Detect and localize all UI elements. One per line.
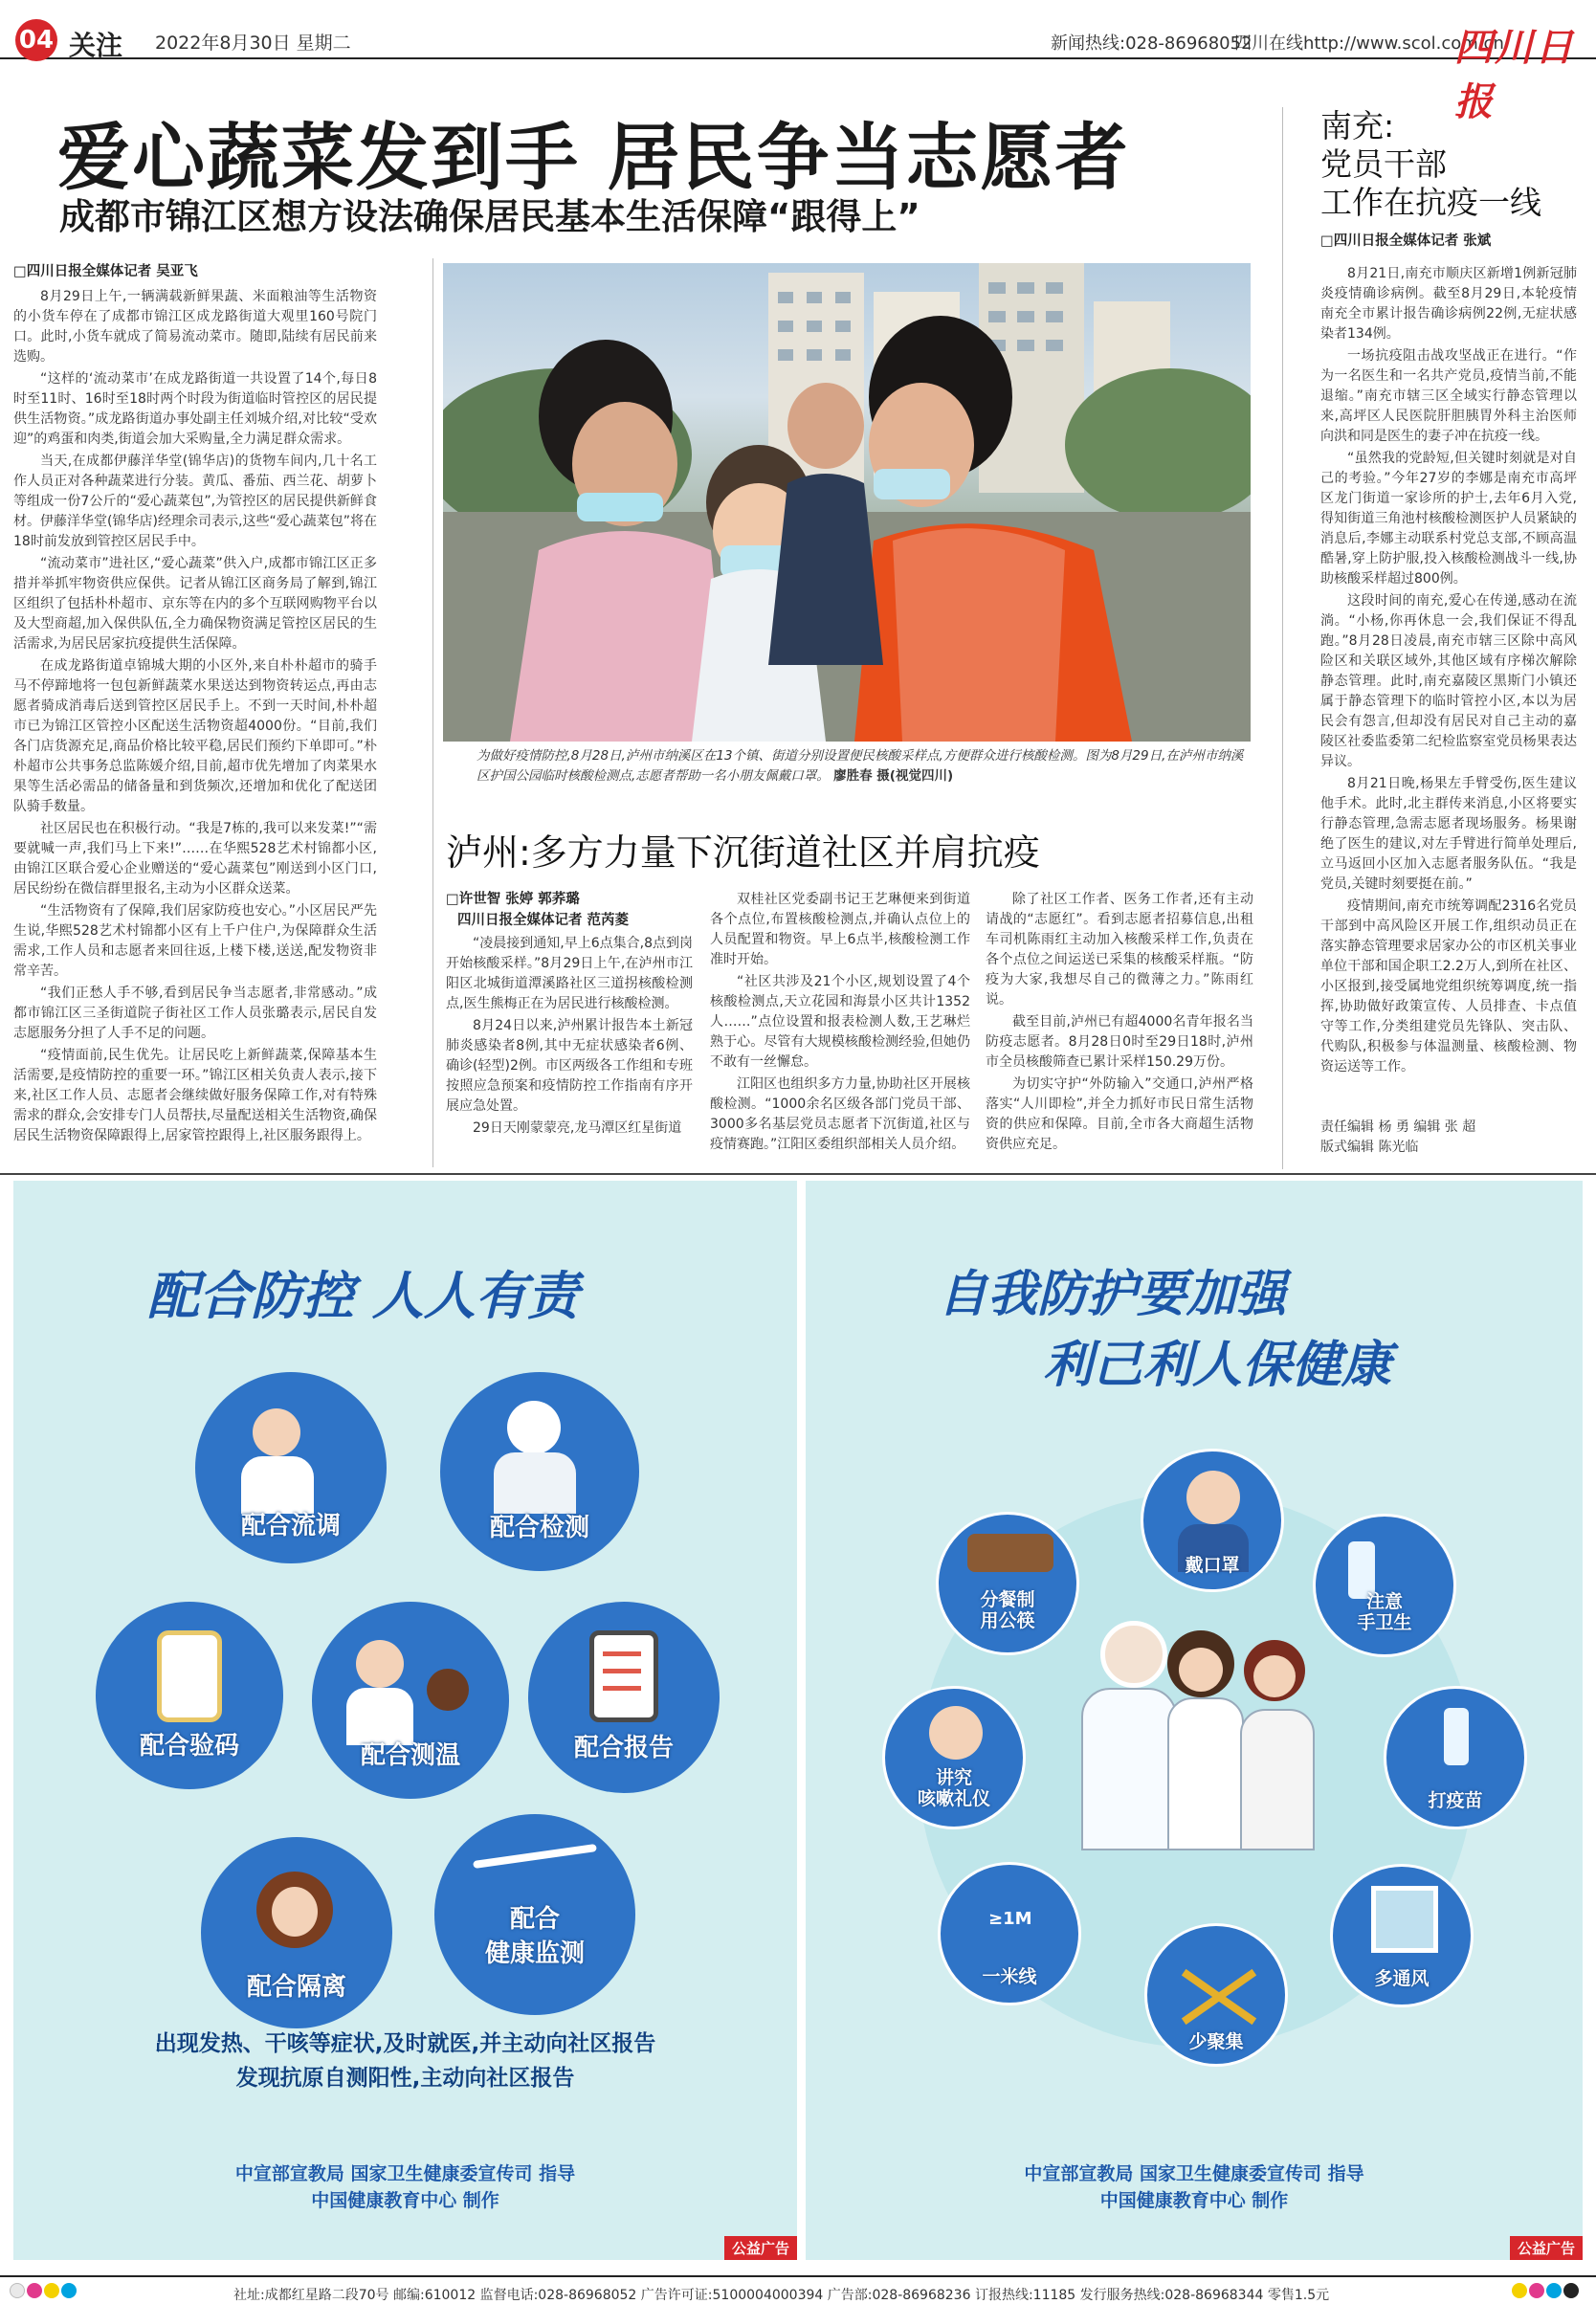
color-registration-marks — [1512, 2283, 1579, 2298]
article-paragraph: 29日天刚蒙蒙亮,龙马潭区红星街道 — [473, 1120, 682, 1136]
luzhou-column-2 — [710, 890, 970, 1160]
poster-self-protection — [806, 1181, 1583, 2260]
article-paragraph: 除了社区工作者、医务工作者,还有主动请战的“志愿红”。看到志愿者招募信息,出租车司机陈雨红主动加入核酸采样工作,负责在各个点位之间运送已采集的核酸采样瓶。“防疫为大家,我想尽自己的微薄之力。”陈雨红说。 — [986, 892, 1253, 1008]
article-paragraph: 双桂社区党委副书记王艺琳便来到街道各个点位,布置核酸检测点,并确认点位上的人员配置和物资。早上6点半,核酸检测工作准时开始。 — [710, 892, 970, 967]
illustration-testing — [440, 1372, 639, 1571]
hand-hygiene-illustration — [1313, 1514, 1456, 1657]
photo-caption-text: 为做好疫情防控,8月28日,泸州市纳溪区在13个镇、街道分别设置便民核酸采样点,方便群众进行核酸检测。图为8月29日,在泸州市纳溪区护国公园临时核酸检测点,志愿者帮助一名小朋友佩戴口罩。 — [477, 748, 1244, 784]
article-paragraph: 当天,在成都伊藤洋华堂(锦华店)的货物车间内,几十名工作人员正对各种蔬菜进行分装。黄瓜、番茄、西兰花、胡萝卜等组成一份7公斤的“爱心蔬菜包”,为管控区的居民提供新鲜食材。伊藤洋华堂(锦华店)经理余司表示,这些“爱心蔬菜包”将在18时前发放到管控区居民手中。 — [13, 454, 377, 549]
section-name: 关注 — [69, 30, 123, 61]
editor-line: 责任编辑 杨 勇 编辑 张 超 — [1320, 1119, 1476, 1135]
luzhou-byline-authors: □许世智 张婷 郭荞璐 — [446, 892, 580, 907]
item-label: 戴口罩 — [1185, 1555, 1240, 1576]
credit-line: 中宣部宣教局 国家卫生健康委宣传司 指导 — [1024, 2163, 1364, 2184]
item-label: 分餐制 用公筷 — [980, 1589, 1035, 1631]
article-paragraph: 一场抗疫阻击战攻坚战正在进行。“作为一名医生和一名共产党员,疫情当前,不能退缩。”南充市辖三区全域实行静态管理以来,高坪区人民医院肝胆胰胃外科主治医师向洪和同是医生的妻子冲在抗疫一线。 — [1320, 348, 1577, 444]
illustration-health-monitoring — [434, 1814, 635, 2015]
article-paragraph: 在成龙路街道卓锦城大期的小区外,来自朴朴超市的骑手马不停蹄地将一包包新鲜蔬菜水果送达到物资转运点,再由志愿者骑成消毒后送到管控区居民手上。不到一天时间,朴朴超市已为锦江区管控小区配送生活物资超4000份。“目前,我们各门店货源充足,商品价格比较平稳,居民们预约下单即可。”朴朴超市公共事务总监陈媛介绍,目前,超市优先增加了肉菜果水果等生活必需品的储备量和到货频次,还增加和优化了配送团队骑手数量。 — [13, 658, 377, 814]
poster-cooperate-prevention — [13, 1181, 797, 2260]
poster-left-advice — [13, 2027, 797, 2095]
vaccine-illustration — [1384, 1686, 1527, 1829]
article-paragraph: 8月29日上午,一辆满载新鲜果蔬、米面粮油等生活物资的小货车停在了成都市锦江区成龙路街道大观里160号院门口。此时,小货车就成了简易流动菜市。随即,陆续有居民前来选购。 — [13, 289, 377, 365]
item-label: 配合测温 — [360, 1741, 460, 1770]
article-paragraph: “社区共涉及21个小区,规划设置了4个核酸检测点,天立花园和海景小区共计1352人……”点位设置和报表检测人数,王艺琳烂熟于心。尽管有大规模核酸检测经验,但她仍不敢有一丝懈怠。 — [710, 974, 970, 1070]
credit-line: 中国健康教育中心 制作 — [311, 2190, 499, 2211]
article-paragraph: “流动菜市”进社区,“爱心蔬菜”供入户,成都市锦江区正多措并举抓牢物资供应保供。记者从锦江区商务局了解到,锦江区组织了包括朴朴超市、京东等在内的多个互联网购物平台以及大型商超,加入保供队伍,全力确保物资满足管控区居民的生活需求,为居民居家抗疫提供生活保障。 — [13, 556, 377, 652]
column-divider — [1282, 107, 1283, 1169]
article-paragraph: 为切实守护“外防输入”交通口,泸州严格落实“人川即检”,并全力抓好市民日常生活物资的供应和保障。目前,全市各大商超生活物资供应充足。 — [986, 1076, 1253, 1152]
newspaper-masthead: 四川日报 — [1454, 25, 1575, 124]
photo-caption — [477, 746, 1250, 786]
nanchong-headline-line: 工作在抗疫一线 — [1320, 184, 1541, 221]
article-paragraph: “这样的‘流动菜市’在成龙路街道一共设置了14个,每日8时至11时、16时至18时两个时段为街道临时管控区的居民提供生活物资。”成龙路街道办事处副主任刘城介绍,对比较“受欢迎”的鸡蛋和肉类,街道会加大采购量,全力满足群众需求。 — [13, 371, 377, 447]
section-divider — [0, 1173, 1596, 1175]
nanchong-byline: □四川日报全媒体记者 张斌 — [1320, 233, 1492, 249]
article-paragraph: 社区居民也在积极行动。“我是7栋的,我可以来发菜!”“需要就喊一声,我们马上下来!”……在华熙528艺术村锦都小区,由锦江区联合爱心企业赠送的“爱心蔬菜包”刚送到小区门口,居民纷纷在微信群里报名,主动为小区群众送菜。 — [13, 821, 377, 897]
medical-staff-illustration — [1072, 1621, 1330, 1860]
page-header — [0, 0, 1596, 124]
luzhou-headline: 泸州:多方力量下沉街道社区并肩抗疫 — [446, 831, 1040, 874]
article-paragraph: “凌晨接到通知,早上6点集合,8点到岗开始核酸采样。”8月29日上午,在泸州市江阳区北城街道潭溪路社区三道拐核酸检测点,医生熊梅正在为居民进行核酸检测。 — [446, 936, 693, 1011]
main-headline: 爱心蔬菜发到手 居民争当志愿者 — [57, 115, 1130, 200]
article-paragraph: “我们正愁人手不够,看到居民争当志愿者,非常感动。”成都市锦江区三圣街道院子街社区工作人员张璐表示,居民自发志愿服务分担了人手不足的问题。 — [13, 986, 377, 1041]
article-paragraph: “虽然我的党龄短,但关键时刻就是对自己的考验。”今年27岁的李娜是南充市高坪区龙门街道一家诊所的护士,去年6月入党,得知街道三角池村核酸检测医护人员紧缺的消息后,李娜主动联系村党总支部,不顾高温酷暑,穿上防护服,投入核酸检测战斗一线,协助核酸采样超过800例。 — [1320, 451, 1577, 587]
article-paragraph: 这段时间的南充,爱心在传递,感动在流淌。“小杨,你再休息一会,我们保证不得乱跑。”8月28日凌晨,南充市辖三区除中高风险区和关联区域外,其他区域有序梯次解除静态管理。此时,南充嘉陵区黑斯门小镇还属于静态管理下的临时管控小区,本以为居民会有怨言,但却没有居民对自己主动的嘉陵区社委监委第二纪检监察室党员杨果表达异议。 — [1320, 593, 1577, 769]
illustration-report — [528, 1602, 720, 1793]
illustration-code-check — [96, 1602, 283, 1789]
luzhou-column-3 — [986, 890, 1253, 1160]
article-paragraph: 8月21日晚,杨果左手臂受伤,医生建议他手术。此时,北主群传来消息,小区将要实行静态管理,急需志愿者现场服务。杨果谢绝了医生的建议,对左手臂进行简单处理后,立马返回小区加入志愿者服务队伍。“我是党员,关键时刻要挺在前。” — [1320, 776, 1577, 892]
editor-credits — [1320, 1118, 1475, 1158]
item-label: 配合流调 — [240, 1512, 341, 1540]
nanchong-headline-line: 党员干部 — [1320, 145, 1447, 183]
illustration-contact-tracing — [195, 1372, 387, 1563]
article-paragraph: “疫情面前,民生优先。让居民吃上新鲜蔬菜,保障基本生活需要,是疫情防控的重要一环。”锦江区相关负责人表示,接下来,社区工作人员、志愿者会继续做好服务保障工作,对有特殊需求的群众,会安排专门人员帮扶,尽量配送相关生活物资,确保居民生活物资保障跟得上,居家管控跟得上,社区服务跟得上。 — [13, 1048, 377, 1143]
news-photo — [443, 263, 1251, 742]
luzhou-column-1 — [446, 934, 693, 1160]
illustration-isolation — [201, 1837, 392, 2028]
item-label: 配合隔离 — [246, 1973, 346, 2002]
article-paragraph: 截至目前,泸州已有超4000名青年报名当防疫志愿者。8月28日0时至29日18时,泸州市全员核酸筛查已累计采样150.29万份。 — [986, 1014, 1253, 1070]
nanchong-headline-line: 南充: — [1320, 107, 1395, 144]
item-label: 配合报告 — [573, 1734, 674, 1762]
publisher-imprint: 社址:成都红星路二段70号 邮编:610012 监督电话:028-86968052 广告许可证:5100004000394 广告部:028-86968236 订报热线:11185 发行服务热线:028-86968344 零售1.5元 — [233, 2288, 1330, 2303]
jinjiang-byline: □四川日报全媒体记者 吴亚飞 — [13, 264, 198, 279]
editor-line: 版式编辑 陈光临 — [1320, 1140, 1419, 1155]
item-label: 注意 手卫生 — [1357, 1591, 1412, 1633]
article-paragraph: 8月21日,南充市顺庆区新增1例新冠肺炎疫情确诊病例。截至8月29日,本轮疫情南充全市累计报告确诊病例22例,无症状感染者134例。 — [1320, 266, 1577, 342]
issue-date: 2022年8月30日 星期二 — [155, 33, 351, 54]
article-paragraph: 江阳区也组织多方力量,协助社区开展核酸检测。“1000余名区级各部门党员干部、3000多名基层党员志愿者下沉街道,社区与疫情赛跑。”江阳区委组织部相关人员介绍。 — [710, 1076, 970, 1152]
photo-illustration — [443, 263, 1251, 742]
luzhou-byline-reporter: 四川日报全媒体记者 范芮菱 — [457, 913, 630, 928]
item-label: 打疫苗 — [1428, 1790, 1483, 1811]
nanchong-article-body — [1320, 264, 1577, 1108]
poster-left-title: 配合防控 人人有责 — [147, 1266, 579, 1326]
public-service-ad-tag: 公益广告 — [724, 2236, 797, 2260]
article-paragraph: 疫情期间,南充市统筹调配2316名党员干部到中高风险区开展工作,组织动员正在落实静态管理要求居家办公的市区机关事业单位干部和国企职工2.2万人,到所在社区、小区报到,接受属地党组织统筹调度,统一指挥,协助做好政策宣传、人员排查、卡点值守等工作,分类组建党员先锋队、突击队、代购队,积极参与体温测量、核酸检测、物资运送等工作。 — [1320, 898, 1577, 1074]
page-number: 04 — [15, 19, 57, 61]
main-subheadline: 成都市锦江区想方设法确保居民基本生活保障“跟得上” — [59, 196, 920, 237]
website-url[interactable]: 四川在线http://www.scol.com.cn — [1234, 33, 1504, 54]
mask-illustration — [1141, 1449, 1284, 1592]
item-label: 配合 健康监测 — [484, 1905, 585, 1968]
item-label: 讲究 咳嗽礼仪 — [917, 1767, 990, 1809]
poster-left-credits — [13, 2160, 797, 2214]
poster-right-credits — [806, 2160, 1583, 2214]
item-label: 配合验码 — [139, 1732, 239, 1761]
item-label: 多通风 — [1374, 1968, 1430, 1989]
column-divider — [432, 258, 433, 1167]
page-footer — [0, 2275, 1596, 2304]
advice-line: 出现发热、干咳等症状,及时就医,并主动向社区报告 — [154, 2031, 656, 2056]
credit-line: 中宣部宣教局 国家卫生健康委宣传司 指导 — [234, 2163, 576, 2184]
public-service-ad-tag: 公益广告 — [1510, 2236, 1583, 2260]
advice-line: 发现抗原自测阳性,主动向社区报告 — [235, 2066, 575, 2091]
article-paragraph: 8月24日以来,泸州累计报告本土新冠肺炎感染者8例,其中无症状感染者6例、确诊(轻型)2例。市区两级各工作组和专班按照应急预案和疫情防控工作指南有序开展应急处置。 — [446, 1018, 693, 1114]
article-paragraph: “生活物资有了保障,我们居家防疫也安心。”小区居民严先生说,华熙528艺术村锦都小区有上千户住户,为保障群众生活需求,工作人员和志愿者来回往返,上楼下楼,送送,配发物资非常辛苦。 — [13, 903, 377, 979]
item-label: 配合检测 — [489, 1514, 589, 1542]
photo-credit: 廖胜春 摄(视觉四川) — [833, 768, 954, 784]
public-chopsticks-illustration — [936, 1512, 1079, 1655]
credit-line: 中国健康教育中心 制作 — [1099, 2190, 1289, 2211]
color-registration-marks — [10, 2283, 77, 2298]
item-label: 一米线 — [982, 1966, 1037, 1987]
illustration-temperature — [312, 1602, 509, 1799]
jinjiang-article-body — [13, 287, 377, 1165]
poster-right-title-line2: 利己利人保健康 — [1043, 1337, 1392, 1394]
one-meter-illustration: ≥1M 一米线 — [938, 1862, 1081, 2005]
poster-right-title-line1: 自我防护要加强 — [938, 1266, 1287, 1323]
news-hotline: 新闻热线:028-86968052 — [1051, 33, 1252, 54]
avoid-gathering-illustration — [1144, 1923, 1288, 2067]
nanchong-headline — [1320, 107, 1541, 222]
item-label: 少聚集 — [1188, 2031, 1244, 2052]
cough-etiquette-illustration — [882, 1686, 1026, 1829]
ventilation-illustration — [1330, 1864, 1474, 2007]
